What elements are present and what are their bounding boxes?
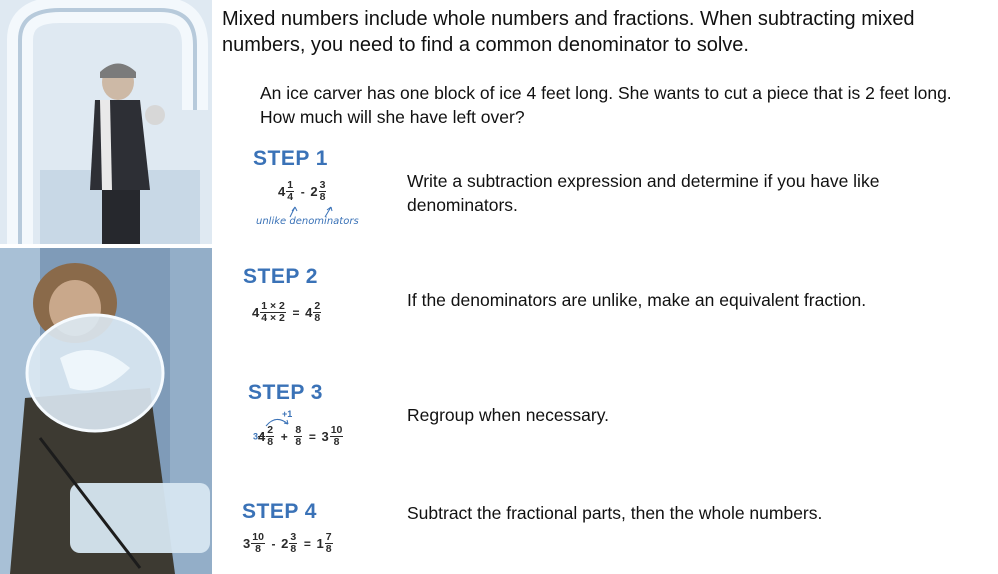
word-problem: An ice carver has one block of ice 4 feet long. She wants to cut a piece that is 2 feet long. How much will she have left over? <box>260 83 952 127</box>
step-4-title: STEP 4 <box>242 500 317 523</box>
ice-globe-illustration <box>0 248 212 574</box>
step-3-expression: 34 $\frac{2}{8}$ + $\frac{8}{8}$ = 3 $\frac{10}{8}$ <box>253 424 343 448</box>
step-3-description: Regroup when necessary. <box>407 405 610 425</box>
step-1-description: Write a subtraction expression and determine if you have like denominators. <box>407 171 880 215</box>
unlike-denominators-note: unlike denominators <box>256 216 359 227</box>
step-3-title: STEP 3 <box>248 381 323 404</box>
step-2-description: If the denominators are unlike, make an equivalent fraction. <box>407 290 867 310</box>
ice-sculptor-photo-top <box>0 0 212 244</box>
step-4-description: Subtract the fractional parts, then the whole numbers. <box>407 503 823 523</box>
regroup-plus-one: +1 <box>282 409 293 419</box>
ice-sculptor-photo-bottom <box>0 248 212 574</box>
step-1-expression: 4 $\frac{1}{4}$ - 2 $\frac{3}{8}$ <box>278 179 326 203</box>
step-4-expression: 3 $\frac{10}{8}$ - 2 $\frac{3}{8}$ = 1 $\frac{7}{8}$ <box>243 531 332 555</box>
step-2-expression: 4 $\frac{1 \times 2}{4 \times 2}$ = 4 $\frac{2}{8}$ <box>252 300 321 324</box>
step-1-title: STEP 1 <box>253 147 328 170</box>
ice-arch-illustration <box>0 0 212 244</box>
step-2-title: STEP 2 <box>243 265 318 288</box>
intro-paragraph: Mixed numbers include whole numbers and fractions. When subtracting mixed numbers, you need to find a common denominator to solve. <box>222 8 915 56</box>
